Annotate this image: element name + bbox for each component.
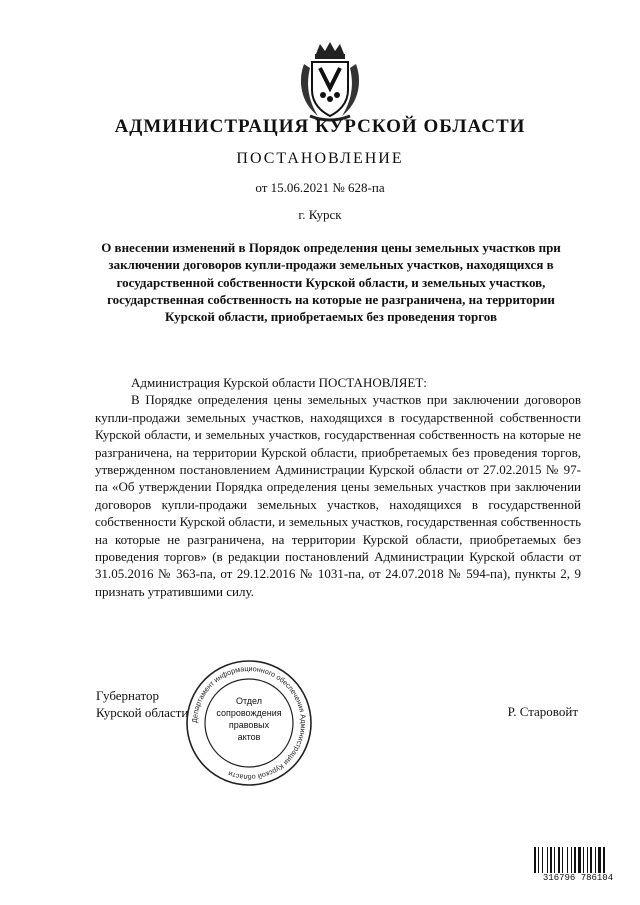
signatory-position-line1: Губернатор xyxy=(96,688,159,703)
resolution-intro: Администрация Курской области ПОСТАНОВЛЯЕТ: xyxy=(131,375,427,390)
stamp-line2: сопровождения xyxy=(216,708,282,718)
stamp-line4: актов xyxy=(237,732,261,742)
signatory-name: Р. Старовойт xyxy=(507,704,578,719)
organization-title: АДМИНИСТРАЦИЯ КУРСКОЙ ОБЛАСТИ xyxy=(114,116,526,137)
document-subject: О внесении изменений в Порядок определения цены земельных участков при заключении договоров купли-продажи земельных участков, находящихся в государственной собственности Курской области, и земельных участков, государственная собственность на которые не разграничена, на территории Курской области, приобретаемых без проведения торгов xyxy=(101,240,561,325)
signatory-position xyxy=(96,687,188,722)
document-date-number: от 15.06.2021 № 628-па xyxy=(255,180,385,195)
stamp-ring-text: Департамент информационного обеспечения Администрации Курской области xyxy=(189,663,309,783)
document-body xyxy=(95,374,581,600)
stamp-line3: правовых xyxy=(228,720,270,730)
barcode-icon xyxy=(532,847,624,895)
official-stamp xyxy=(184,658,314,788)
resolution-paragraph: В Порядке определения цены земельных участков при заключении договоров купли-продажи земельных участков, находящихся в государственной собственности Курской области, и земельных участков, государственная собственность на которые не разграничена, на территории Курской области, приобретаемых без проведения торгов, утвержденном постановлением Администрации Курской области от 27.02.2015 № 97-па «Об утверждении Порядка определения цены земельных участков при заключении договоров купли-продажи земельных участков, находящихся в государственной собственности Курской области, и земельных участков, государственная собственность на которые не разграничена, на территории Курской области, приобретаемых без проведения торгов» (в редакции постановлений Администрации Курской области от 31.05.2016 № 363-па, от 29.12.2016 № 1031-па, от 24.07.2018 № 594-па), пункты 2, 9 признать утратившими силу. xyxy=(95,392,581,599)
barcode-number: 316796 786104 xyxy=(542,873,614,883)
signatory-position-line2: Курской области xyxy=(96,705,189,721)
stamp-inner-text xyxy=(206,695,292,743)
coat-of-arms-emblem xyxy=(296,40,364,122)
document-city: г. Курск xyxy=(298,207,342,222)
stamp-line1: Отдел xyxy=(235,696,263,706)
document-type: ПОСТАНОВЛЕНИЕ xyxy=(236,150,404,167)
